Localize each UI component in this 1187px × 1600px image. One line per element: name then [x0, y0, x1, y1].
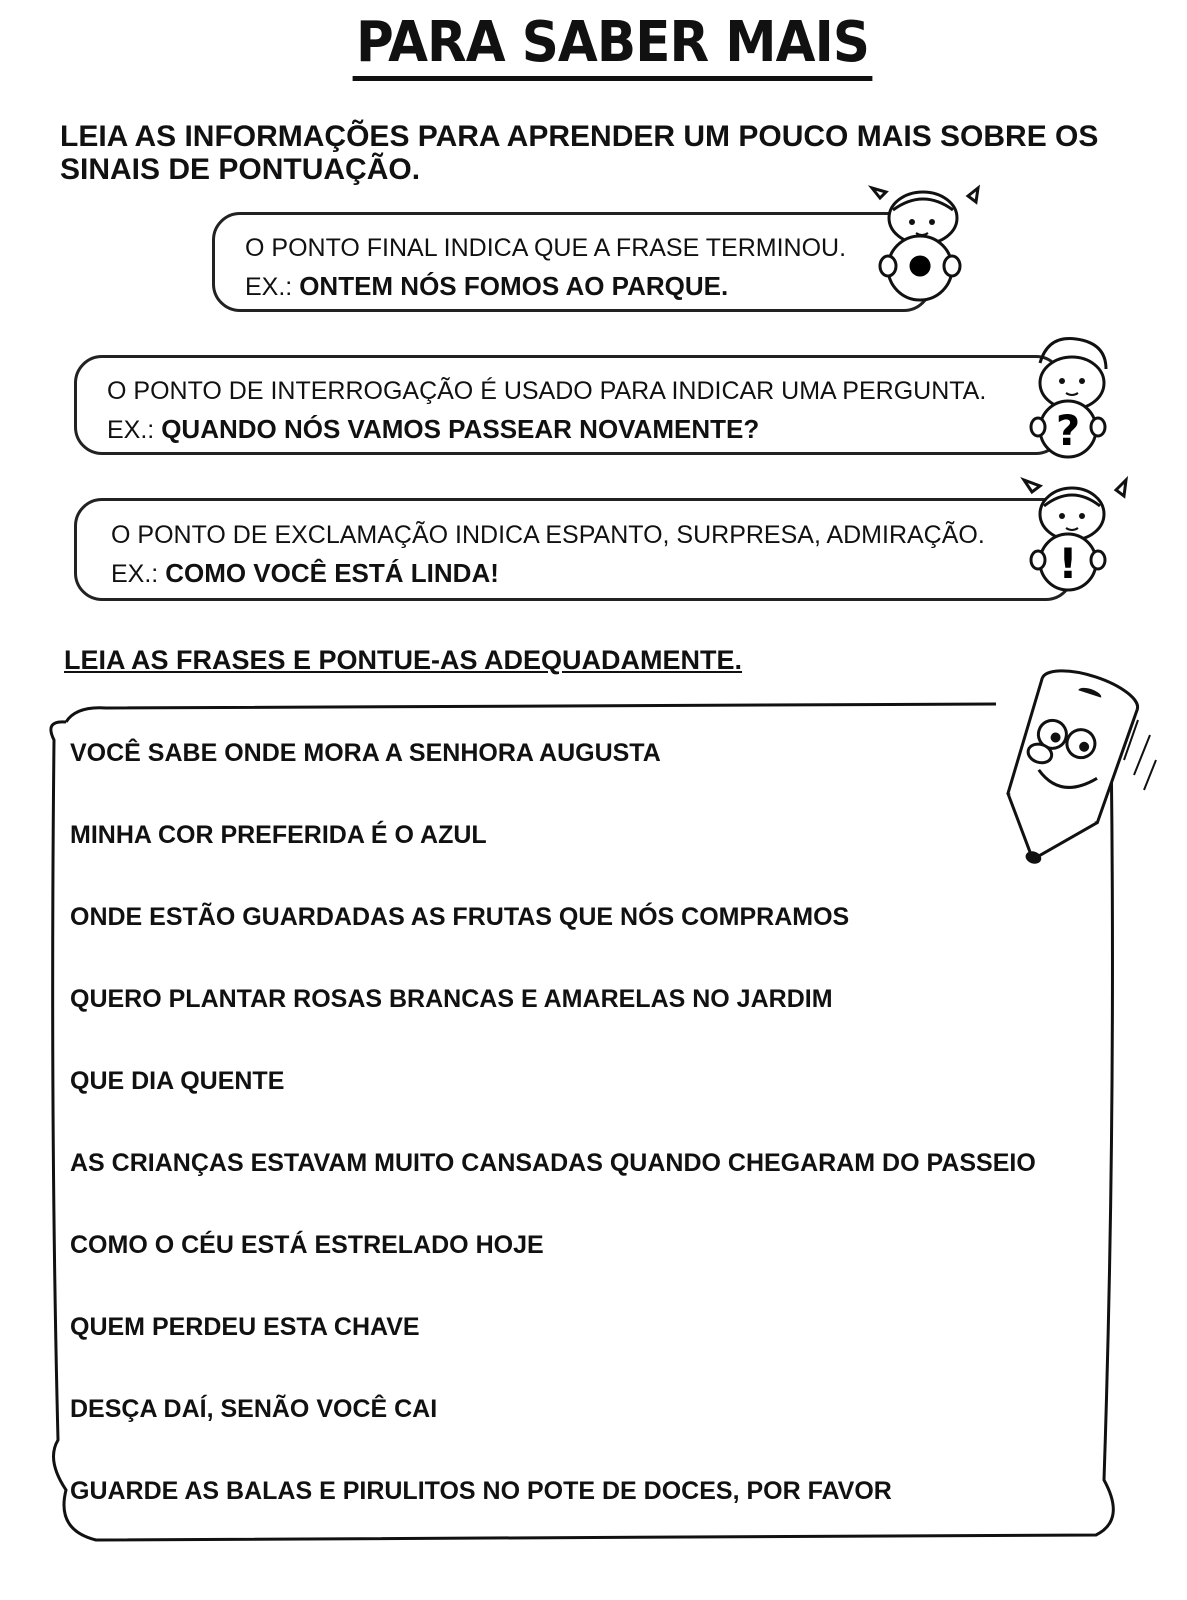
- exclamation-symbol: !: [1058, 539, 1078, 588]
- exercise-title: LEIA AS FRASES E PONTUE-AS ADEQUADAMENTE.: [64, 645, 743, 675]
- sentence-item: VOCÊ SABE ONDE MORA A SENHORA AUGUSTA: [70, 739, 661, 767]
- sentence-item: COMO O CÉU ESTÁ ESTRELADO HOJE: [70, 1231, 544, 1259]
- sentence-item: QUEM PERDEU ESTA CHAVE: [70, 1313, 420, 1341]
- sentence-item: MINHA COR PREFERIDA É O AZUL: [70, 821, 487, 849]
- rule-text: O PONTO DE INTERROGAÇÃO É USADO PARA INDICAR UMA PERGUNTA.: [107, 377, 987, 405]
- rule-text: O PONTO FINAL INDICA QUE A FRASE TERMINOU.: [245, 234, 847, 262]
- sentence-item: GUARDE AS BALAS E PIRULITOS NO POTE DE DOCES, POR FAVOR: [70, 1477, 892, 1505]
- example-text: ONTEM NÓS FOMOS AO PARQUE.: [299, 271, 729, 301]
- intro-text: LEIA AS INFORMAÇÕES PARA APRENDER UM POUCO MAIS SOBRE OS SINAIS DE PONTUAÇÃO.: [60, 120, 1099, 186]
- sentence-item: AS CRIANÇAS ESTAVAM MUITO CANSADAS QUANDO CHEGARAM DO PASSEIO: [70, 1149, 1036, 1177]
- girl-exclamation-icon: [1020, 470, 1128, 595]
- example-text: QUANDO NÓS VAMOS PASSEAR NOVAMENTE?: [161, 414, 760, 444]
- example-text: COMO VOCÊ ESTÁ LINDA!: [165, 558, 499, 588]
- girl-period-icon: [868, 178, 983, 303]
- rule-box-exclamation: [74, 498, 1074, 601]
- boy-question-icon: [1022, 335, 1122, 460]
- example-label: EX.:: [111, 560, 159, 588]
- rule-text: O PONTO DE EXCLAMAÇÃO INDICA ESPANTO, SURPRESA, ADMIRAÇÃO.: [111, 521, 985, 549]
- rule-box-period: [212, 212, 932, 312]
- sentence-item: QUE DIA QUENTE: [70, 1067, 285, 1095]
- sentence-item: DESÇA DAÍ, SENÃO VOCÊ CAI: [70, 1395, 438, 1423]
- rule-box-question: [74, 355, 1064, 455]
- period-symbol: •: [900, 233, 940, 303]
- example-label: EX.:: [245, 273, 293, 301]
- sentence-item: QUERO PLANTAR ROSAS BRANCAS E AMARELAS NO JARDIM: [70, 985, 833, 1013]
- page-title: PARA SABER MAIS: [49, 10, 1176, 75]
- pencil-mascot-icon: [970, 660, 1160, 880]
- sentence-item: ONDE ESTÃO GUARDADAS AS FRUTAS QUE NÓS COMPRAMOS: [70, 903, 850, 931]
- example-label: EX.:: [107, 416, 155, 444]
- question-symbol: ?: [1055, 406, 1081, 455]
